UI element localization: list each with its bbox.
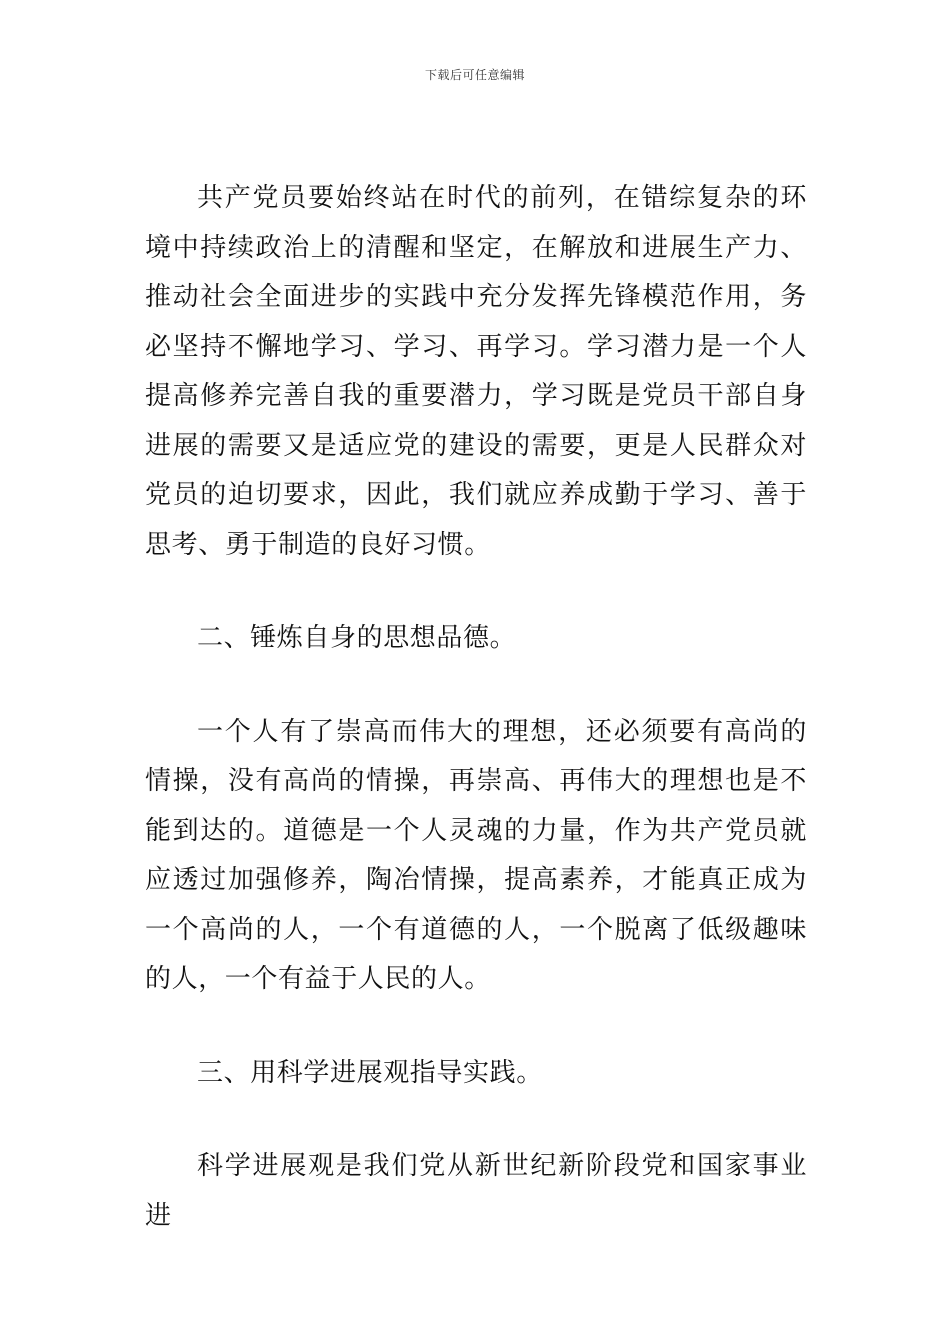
paragraph-science: 科学进展观是我们党从新世纪新阶段党和国家事业进 [145, 1151, 807, 1231]
document-body [145, 174, 807, 1241]
paragraph-gap [145, 1098, 807, 1142]
paragraph-moral: 一个人有了崇高而伟大的理想，还必须要有高尚的情操，没有高尚的情操，再崇高、再伟大的理想也是不能到达的。道德是一个人灵魂的力量，作为共产党员就应透过加强修养，陶冶情操，提高素养，才能真正成为一个高尚的人，一个有道德的人，一个脱离了低级趣味的人，一个有益于人民的人。 [145, 716, 807, 994]
page-header: 下载后可任意编辑 [424, 68, 525, 82]
paragraph-gap [145, 570, 807, 614]
paragraph-gap [145, 1005, 807, 1049]
section-heading-science: 三、用科学进展观指导实践。 [197, 1057, 543, 1088]
paragraph-study: 共产党员要始终站在时代的前列，在错综复杂的环境中持续政治上的清醒和坚定，在解放和进展生产力、推动社会全面进步的实践中充分发挥先锋模范作用，务必坚持不懈地学习、学习、再学习。学习潜力是一个人提高修养完善自我的重要潜力，学习既是党员干部自身进展的需要又是适应党的建设的需要，更是人民群众对党员的迫切要求，因此，我们就应养成勤于学习、善于思考、勇于制造的良好习惯。 [145, 183, 807, 560]
paragraph-gap [145, 664, 807, 708]
section-heading-moral: 二、锤炼自身的思想品德。 [197, 623, 517, 653]
